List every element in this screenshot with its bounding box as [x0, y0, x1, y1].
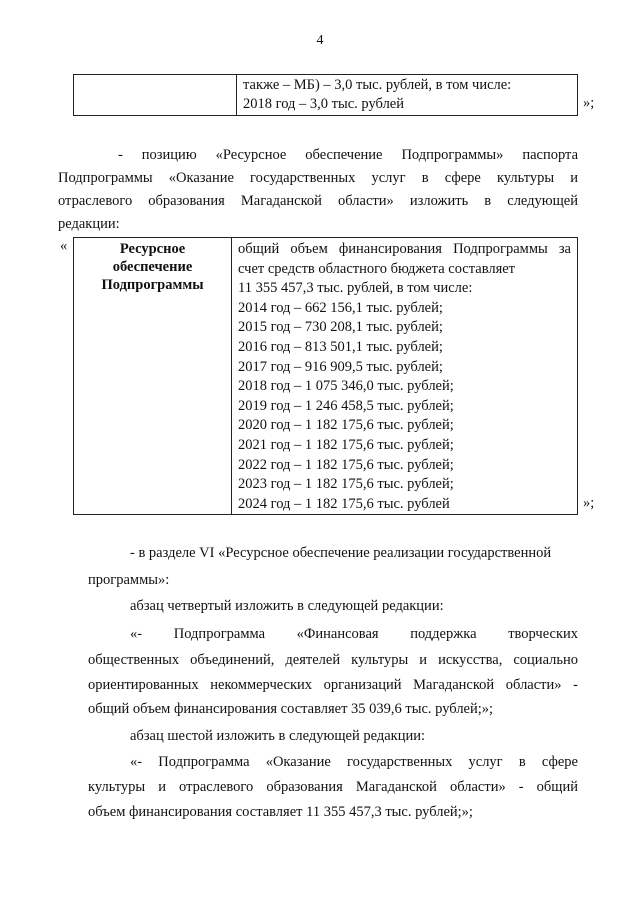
paragraph-line: - позицию «Ресурсное обеспечение Подпрограммы» паспорта: [118, 147, 578, 163]
value-line: 2018 год – 1 075 346,0 тыс. рублей;: [238, 378, 454, 395]
value-line: 11 355 457,3 тыс. рублей, в том числе:: [238, 280, 473, 297]
resources-table: [73, 237, 578, 515]
heading-line: Подпрограммы: [101, 277, 204, 293]
closing-quote-mark: »;: [583, 495, 595, 511]
continuation-table: [73, 74, 578, 116]
value-line: 2015 год – 730 208,1 тыс. рублей;: [238, 319, 443, 336]
quote-two-line: «- Подпрограмма «Оказание государственных услуг в сфере: [130, 754, 578, 770]
continuation-left-cell: [74, 75, 237, 116]
closing-quote-mark: »;: [583, 95, 595, 111]
value-line: 2019 год – 1 246 458,5 тыс. рублей;: [238, 397, 454, 414]
heading-line: обеспечение: [112, 259, 193, 275]
resources-heading-cell: [74, 238, 232, 515]
continuation-line: также – МБ) – 3,0 тыс. рублей, в том числе:: [243, 77, 512, 93]
value-line: 2020 год – 1 182 175,6 тыс. рублей;: [238, 417, 454, 434]
quote-one-line: общий объем финансирования составляет 35 039,6 тыс. рублей;»;: [88, 701, 494, 717]
value-line: общий объем финансирования Подпрограммы за: [238, 241, 571, 257]
value-line: счет средств областного бюджета составляет: [238, 260, 516, 277]
section-instruction: - в разделе VI «Ресурсное обеспечение реализации государственной: [130, 545, 552, 561]
value-line: 2022 год – 1 182 175,6 тыс. рублей;: [238, 456, 454, 473]
quote-one-line: общественных объединений, деятелей культуры и искусства, социально: [88, 652, 578, 668]
page-number: 4: [316, 33, 324, 48]
quote-one-line: ориентированных некоммерческих организаций Магаданской области» -: [88, 677, 578, 693]
continuation-line: 2018 год – 3,0 тыс. рублей: [243, 96, 405, 112]
value-line: 2023 год – 1 182 175,6 тыс. рублей;: [238, 476, 454, 493]
value-line: 2014 год – 662 156,1 тыс. рублей;: [238, 299, 443, 316]
quote-two-line: объем финансирования составляет 11 355 457,3 тыс. рублей;»;: [88, 804, 473, 820]
amendment-paragraph: [58, 144, 578, 236]
heading-line: Ресурсное: [119, 241, 186, 257]
paragraph-line: редакции:: [58, 216, 120, 232]
paragraph-four-instruction: абзац четвертый изложить в следующей редакции:: [130, 598, 444, 614]
paragraph-line: отраслевого образования Магаданской области» изложить в следующей: [58, 193, 578, 209]
resources-value-cell: [232, 238, 578, 515]
value-line: 2016 год – 813 501,1 тыс. рублей;: [238, 338, 443, 355]
paragraph-line: Подпрограммы «Оказание государственных услуг в сфере культуры и: [58, 170, 578, 186]
continuation-right-cell: [237, 75, 578, 116]
section-instruction-continued: программы»:: [88, 572, 170, 588]
opening-quote-mark: «: [60, 238, 68, 254]
value-line: 2017 год – 916 909,5 тыс. рублей;: [238, 358, 443, 375]
quote-one-line: «- Подпрограмма «Финансовая поддержка творческих: [130, 626, 578, 642]
value-line: 2024 год – 1 182 175,6 тыс. рублей: [238, 495, 450, 512]
quote-two-line: культуры и отраслевого образования Магаданской области» - общий: [88, 779, 578, 795]
value-line: 2021 год – 1 182 175,6 тыс. рублей;: [238, 436, 454, 453]
paragraph-six-instruction: абзац шестой изложить в следующей редакции:: [130, 728, 425, 744]
